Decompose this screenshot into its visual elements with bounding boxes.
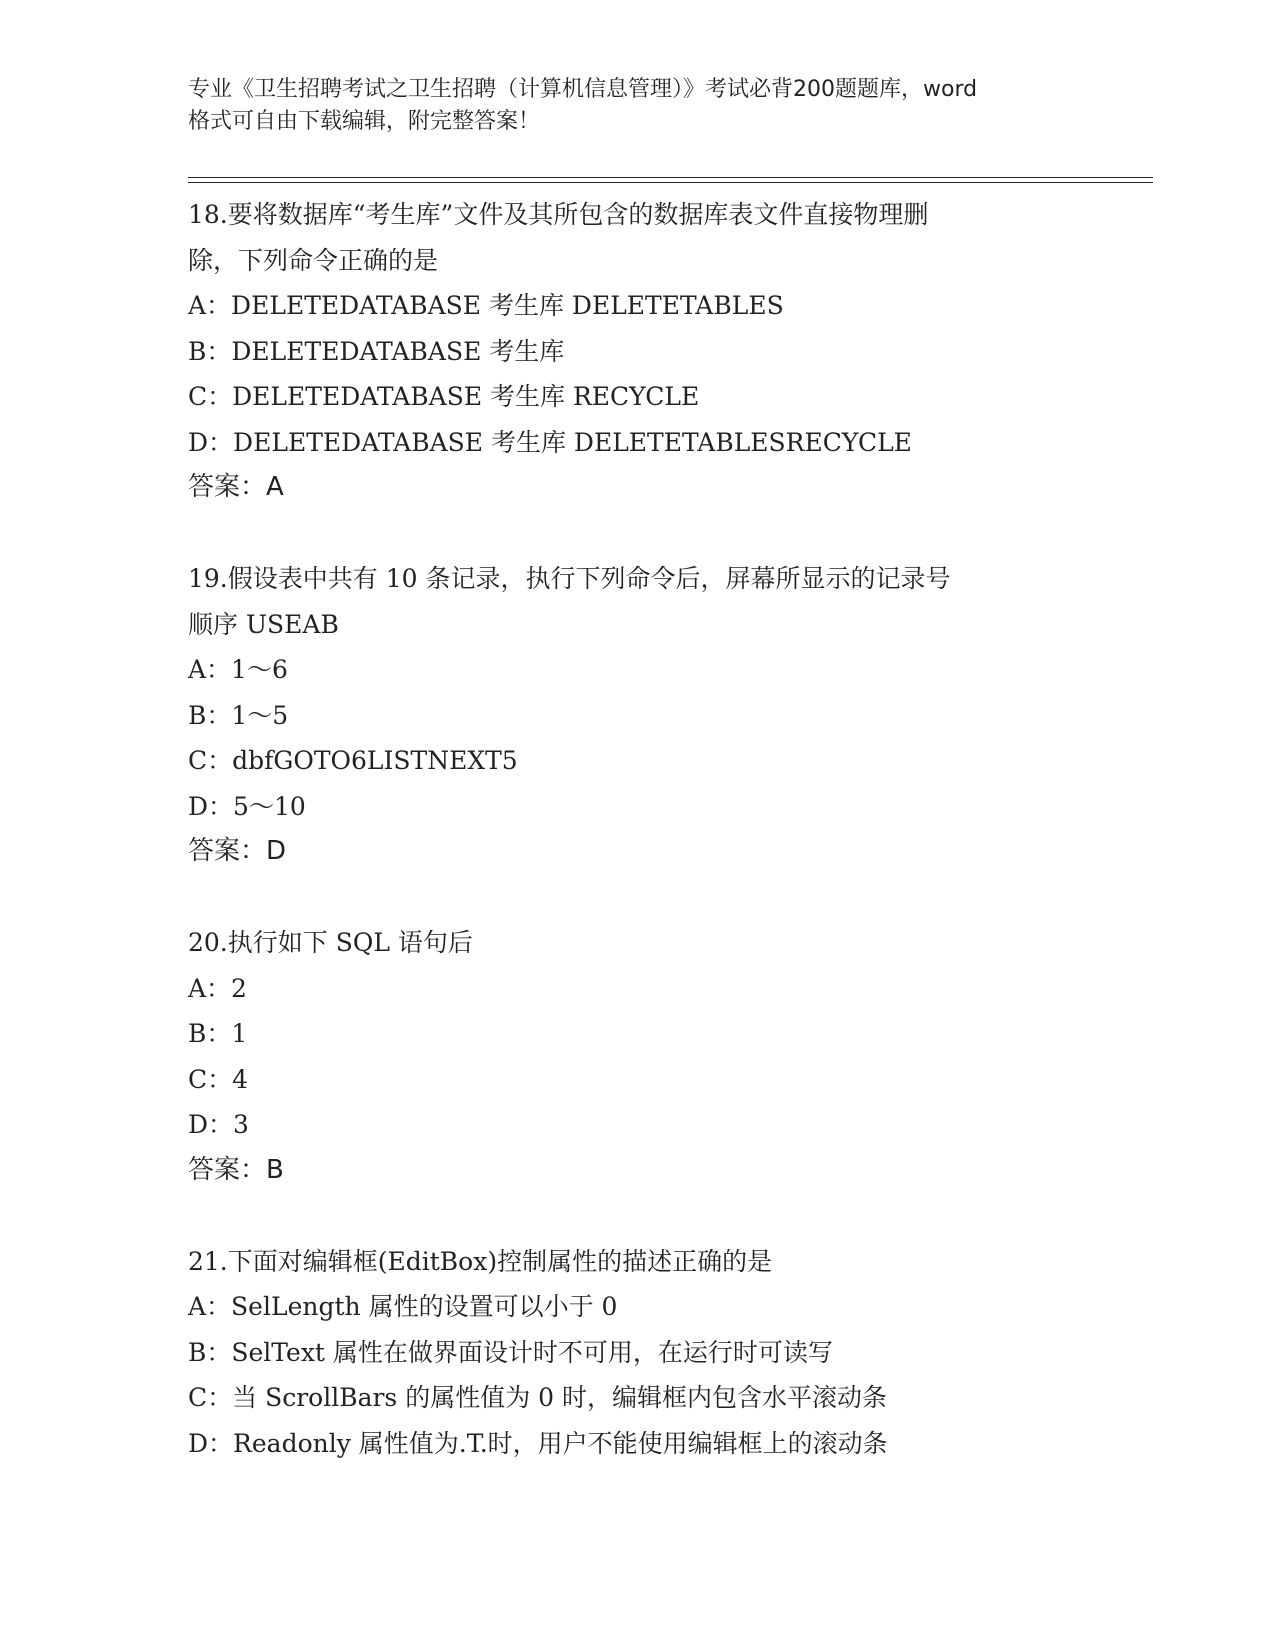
option-d: D：DELETEDATABASE 考生库 DELETETABLESRECYCLE (188, 427, 912, 457)
question-stem: 19.假设表中共有 10 条记录，执行下列命令后，屏幕所显示的记录号 (188, 564, 951, 593)
question-18 (188, 192, 1088, 511)
option-d: D：3 (188, 1110, 249, 1139)
option-d: D：5～10 (188, 791, 306, 821)
option-b: B：SelText 属性在做界面设计时不可用，在运行时可读写 (188, 1337, 833, 1367)
header-divider-top (188, 177, 1153, 178)
question-stem-continued: 顺序 USEAB (188, 609, 339, 639)
option-c: C：DELETEDATABASE 考生库 RECYCLE (188, 382, 700, 411)
option-c: C：当 ScrollBars 的属性值为 0 时，编辑框内包含水平滚动条 (188, 1383, 888, 1412)
option-a: A：SelLength 属性的设置可以小于 0 (188, 1292, 618, 1321)
option-a: A：1～6 (188, 655, 288, 684)
answer-line: 答案：D (188, 836, 287, 866)
question-stem: 20.执行如下 SQL 语句后 (188, 928, 473, 957)
option-d: D：Readonly 属性值为.T.时，用户不能使用编辑框上的滚动条 (188, 1428, 888, 1458)
question-21 (188, 1239, 1088, 1467)
question-19 (188, 556, 1088, 875)
option-c: C：dbfGOTO6LISTNEXT5 (188, 746, 518, 775)
spacer (188, 1193, 1088, 1239)
question-stem: 18.要将数据库“考生库”文件及其所包含的数据库表文件直接物理删 (188, 200, 929, 229)
question-stem: 21.下面对编辑框(EditBox)控制属性的描述正确的是 (188, 1246, 773, 1276)
answer-line: 答案：A (188, 472, 284, 502)
spacer (188, 511, 1088, 557)
option-c: C：4 (188, 1064, 249, 1094)
option-b: B：1～5 (188, 700, 289, 730)
question-list (188, 192, 1088, 1466)
option-b: B：DELETEDATABASE 考生库 (188, 336, 565, 366)
header-divider-bottom (188, 182, 1153, 183)
header-title-line1: 专业《卫生招聘考试之卫生招聘（计算机信息管理）》考试必背200题题库，word (188, 77, 978, 102)
question-stem-continued: 除，下列命令正确的是 (188, 245, 439, 275)
document-header (188, 74, 1088, 138)
answer-line: 答案：B (188, 1154, 284, 1185)
spacer (188, 875, 1088, 921)
question-20 (188, 920, 1088, 1193)
header-title-line2: 格式可自由下载编辑，附完整答案！ (188, 109, 541, 134)
option-a: A：2 (188, 973, 247, 1003)
option-a: A：DELETEDATABASE 考生库 DELETETABLES (188, 291, 784, 320)
option-b: B：1 (188, 1019, 248, 1048)
